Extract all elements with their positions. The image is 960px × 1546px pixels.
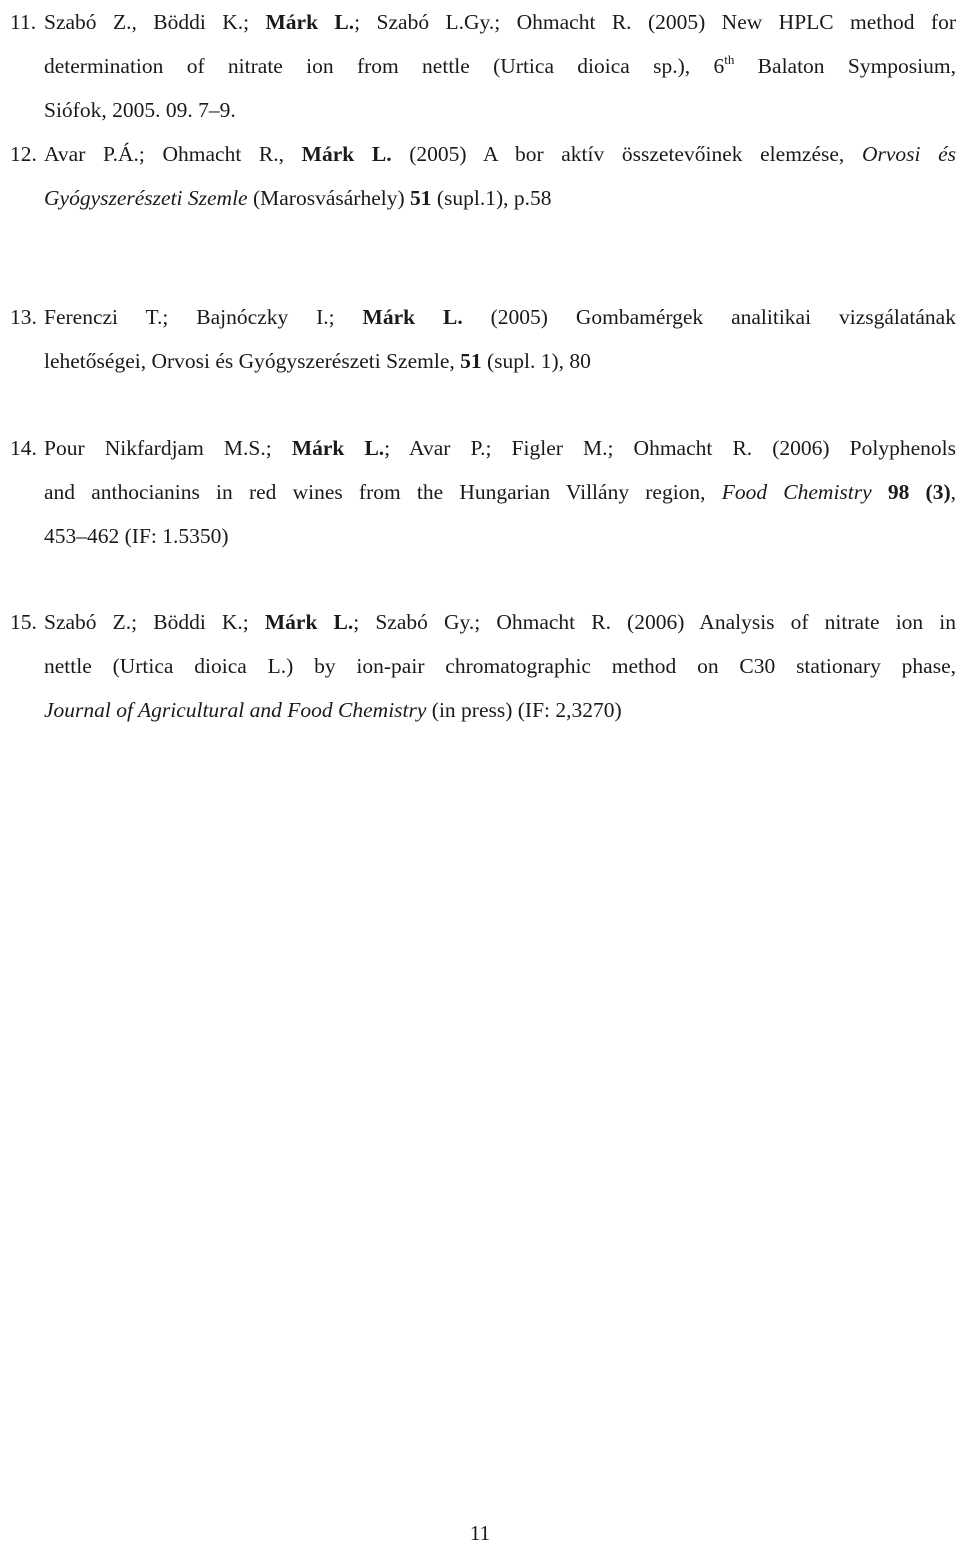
- journal-title: Journal of Agricultural and Food Chemistry: [44, 698, 427, 722]
- reference-text: (in press) (IF: 2,3270): [426, 698, 622, 722]
- reference-text: Pour Nikfardjam M.S.;: [44, 436, 292, 460]
- reference-13: [10, 295, 956, 383]
- reference-line: [10, 0, 956, 44]
- reference-line: [10, 688, 956, 732]
- reference-text: nettle (Urtica dioica L.) by ion-pair chromatographic method on C30 stationary phase,: [44, 654, 956, 678]
- reference-text: ; Avar P.; Figler M.; Ohmacht R. (2006) Polyphenols: [384, 436, 956, 460]
- reference-text: Siófok, 2005. 09. 7–9.: [44, 98, 236, 122]
- reference-line: [10, 88, 956, 132]
- reference-text: (2005) A bor aktív összetevőinek elemzése,: [391, 142, 862, 166]
- reference-text: lehetőségei, Orvosi és Gyógyszerészeti Szemle,: [44, 349, 461, 373]
- reference-11: [10, 0, 956, 132]
- journal-title: Food Chemistry: [721, 480, 872, 504]
- reference-line: [10, 600, 956, 644]
- reference-text: Balaton Symposium,: [734, 54, 956, 78]
- reference-line: [10, 470, 956, 514]
- reference-line: [10, 44, 956, 88]
- reference-12: [10, 132, 956, 220]
- superscript: th: [724, 52, 735, 67]
- highlighted-author: Márk L.: [264, 610, 354, 634]
- reference-text: Avar P.Á.; Ohmacht R.,: [44, 142, 302, 166]
- reference-text: (supl.1), p.58: [431, 186, 552, 210]
- journal-title: Gyógyszerészeti Szemle: [44, 186, 248, 210]
- reference-text: ; Szabó Gy.; Ohmacht R. (2006) Analysis of nitrate ion in: [353, 610, 956, 634]
- reference-number: 11.: [10, 10, 37, 34]
- highlighted-author: Márk L.: [291, 436, 385, 460]
- reference-line: [10, 339, 956, 383]
- highlighted-author: Márk L.: [301, 142, 392, 166]
- reference-text: Szabó Z., Böddi K.;: [44, 10, 266, 34]
- reference-text: Ferenczi T.; Bajnóczky I.;: [44, 305, 363, 329]
- reference-text: (supl. 1), 80: [481, 349, 591, 373]
- volume: 51: [460, 349, 482, 373]
- volume: 51: [410, 186, 432, 210]
- reference-number: 12.: [10, 142, 37, 166]
- reference-text: (Marosvásárhely): [247, 186, 410, 210]
- highlighted-author: Márk L.: [362, 305, 463, 329]
- reference-line: [10, 426, 956, 470]
- volume: 98 (3): [871, 480, 951, 504]
- reference-line: [10, 132, 956, 176]
- reference-number: 14.: [10, 436, 37, 460]
- reference-text: ,: [950, 480, 956, 504]
- reference-text: (2005) Gombamérgek analitikai vizsgálatának: [462, 305, 956, 329]
- highlighted-author: Márk L.: [265, 10, 355, 34]
- reference-15: [10, 600, 956, 732]
- reference-text: ; Szabó L.Gy.; Ohmacht R. (2005) New HPLC method for: [354, 10, 956, 34]
- page-number: 11: [469, 1521, 491, 1545]
- reference-line: [10, 176, 956, 220]
- reference-text: Szabó Z.; Böddi K.;: [44, 610, 265, 634]
- reference-number: 13.: [10, 305, 37, 329]
- reference-text: and anthocianins in red wines from the Hungarian Villány region,: [44, 480, 722, 504]
- reference-text: determination of nitrate ion from nettle (Urtica dioica sp.), 6: [44, 54, 725, 78]
- reference-14: [10, 426, 956, 558]
- reference-line: [10, 644, 956, 688]
- journal-title: Orvosi és: [861, 142, 957, 166]
- reference-line: [10, 295, 956, 339]
- reference-line: [10, 514, 956, 558]
- reference-number: 15.: [10, 610, 37, 634]
- reference-text: 453–462 (IF: 1.5350): [44, 524, 229, 548]
